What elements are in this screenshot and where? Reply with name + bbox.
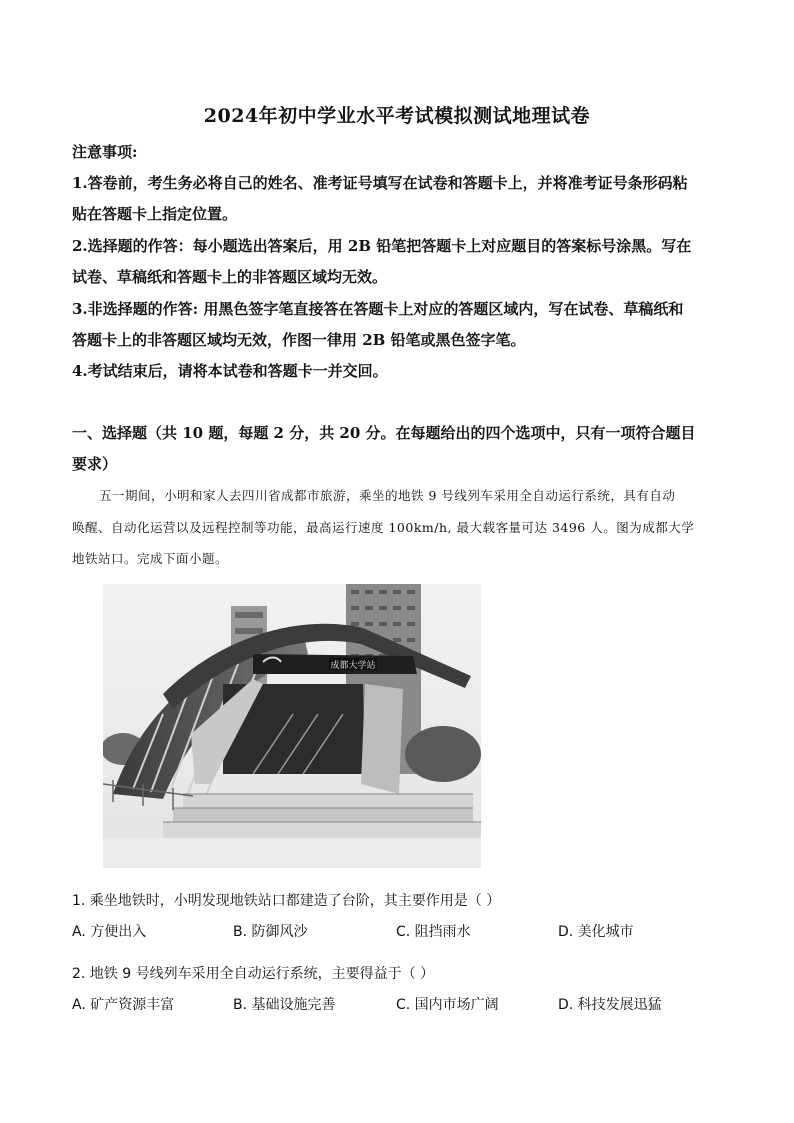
q1-option-b[interactable]: B. 防御风沙	[233, 924, 308, 940]
section-heading-cont: 要求）	[72, 455, 118, 473]
q2-option-b[interactable]: B. 基础设施完善	[233, 997, 336, 1013]
q1-option-a[interactable]: A. 方便出入	[72, 924, 147, 940]
q2-option-c[interactable]: C. 国内市场广阔	[396, 997, 499, 1013]
notice-line: 3.非选择题的作答: 用黑色签字笔直接答在答题卡上对应的答题区域内，写在试卷、草稿纸和	[72, 300, 684, 318]
notice-line: 贴在答题卡上指定位置。	[72, 205, 238, 223]
notice-line: 4.考试结束后，请将本试卷和答题卡一并交回。	[72, 362, 388, 380]
question-1-stem: 1. 乘坐地铁时，小明发现地铁站口都建造了台阶，其主要作用是（ ）	[72, 893, 501, 909]
q1-option-c[interactable]: C. 阻挡雨水	[396, 924, 471, 940]
notice-line: 2.选择题的作答：每小题选出答案后，用 2B 铅笔把答题卡上对应题目的答案标号涂黑。写在	[72, 237, 692, 255]
intro-line: 唤醒、自动化运营以及远程控制等功能，最高运行速度 100km/h, 最大载客量可达 3496 人。图为成都大学	[72, 520, 695, 535]
q1-option-d[interactable]: D. 美化城市	[558, 924, 634, 940]
q2-option-d[interactable]: D. 科技发展迅猛	[558, 997, 662, 1013]
exam-title: 2024年初中学业水平考试模拟测试地理试卷	[203, 105, 591, 127]
section-heading: 一、选择题（共 10 题，每题 2 分，共 20 分。在每题给出的四个选项中，只有一项符合题目	[72, 424, 696, 442]
intro-line: 地铁站口。完成下面小题。	[72, 551, 229, 566]
notice-line: 答题卡上的非答题区域均无效，作图一律用 2B 铅笔或黑色签字笔。	[72, 331, 526, 349]
station-sign-text: 成都大学站	[330, 661, 376, 671]
notice-heading: 注意事项:	[72, 143, 138, 161]
q2-option-a[interactable]: A. 矿产资源丰富	[72, 997, 175, 1013]
question-2-stem: 2. 地铁 9 号线列车采用全自动运行系统，主要得益于（ ）	[72, 966, 435, 982]
subway-entrance-photo	[103, 584, 481, 868]
notice-line: 试卷、草稿纸和答题卡上的非答题区域均无效。	[72, 268, 388, 286]
intro-line: 五一期间，小明和家人去四川省成都市旅游，乘坐的地铁 9 号线列车采用全自动运行系统，具有自动	[99, 488, 676, 503]
notice-line: 1.答卷前，考生务必将自己的姓名、准考证号填写在试卷和答题卡上，并将准考证号条形码粘	[72, 174, 688, 192]
